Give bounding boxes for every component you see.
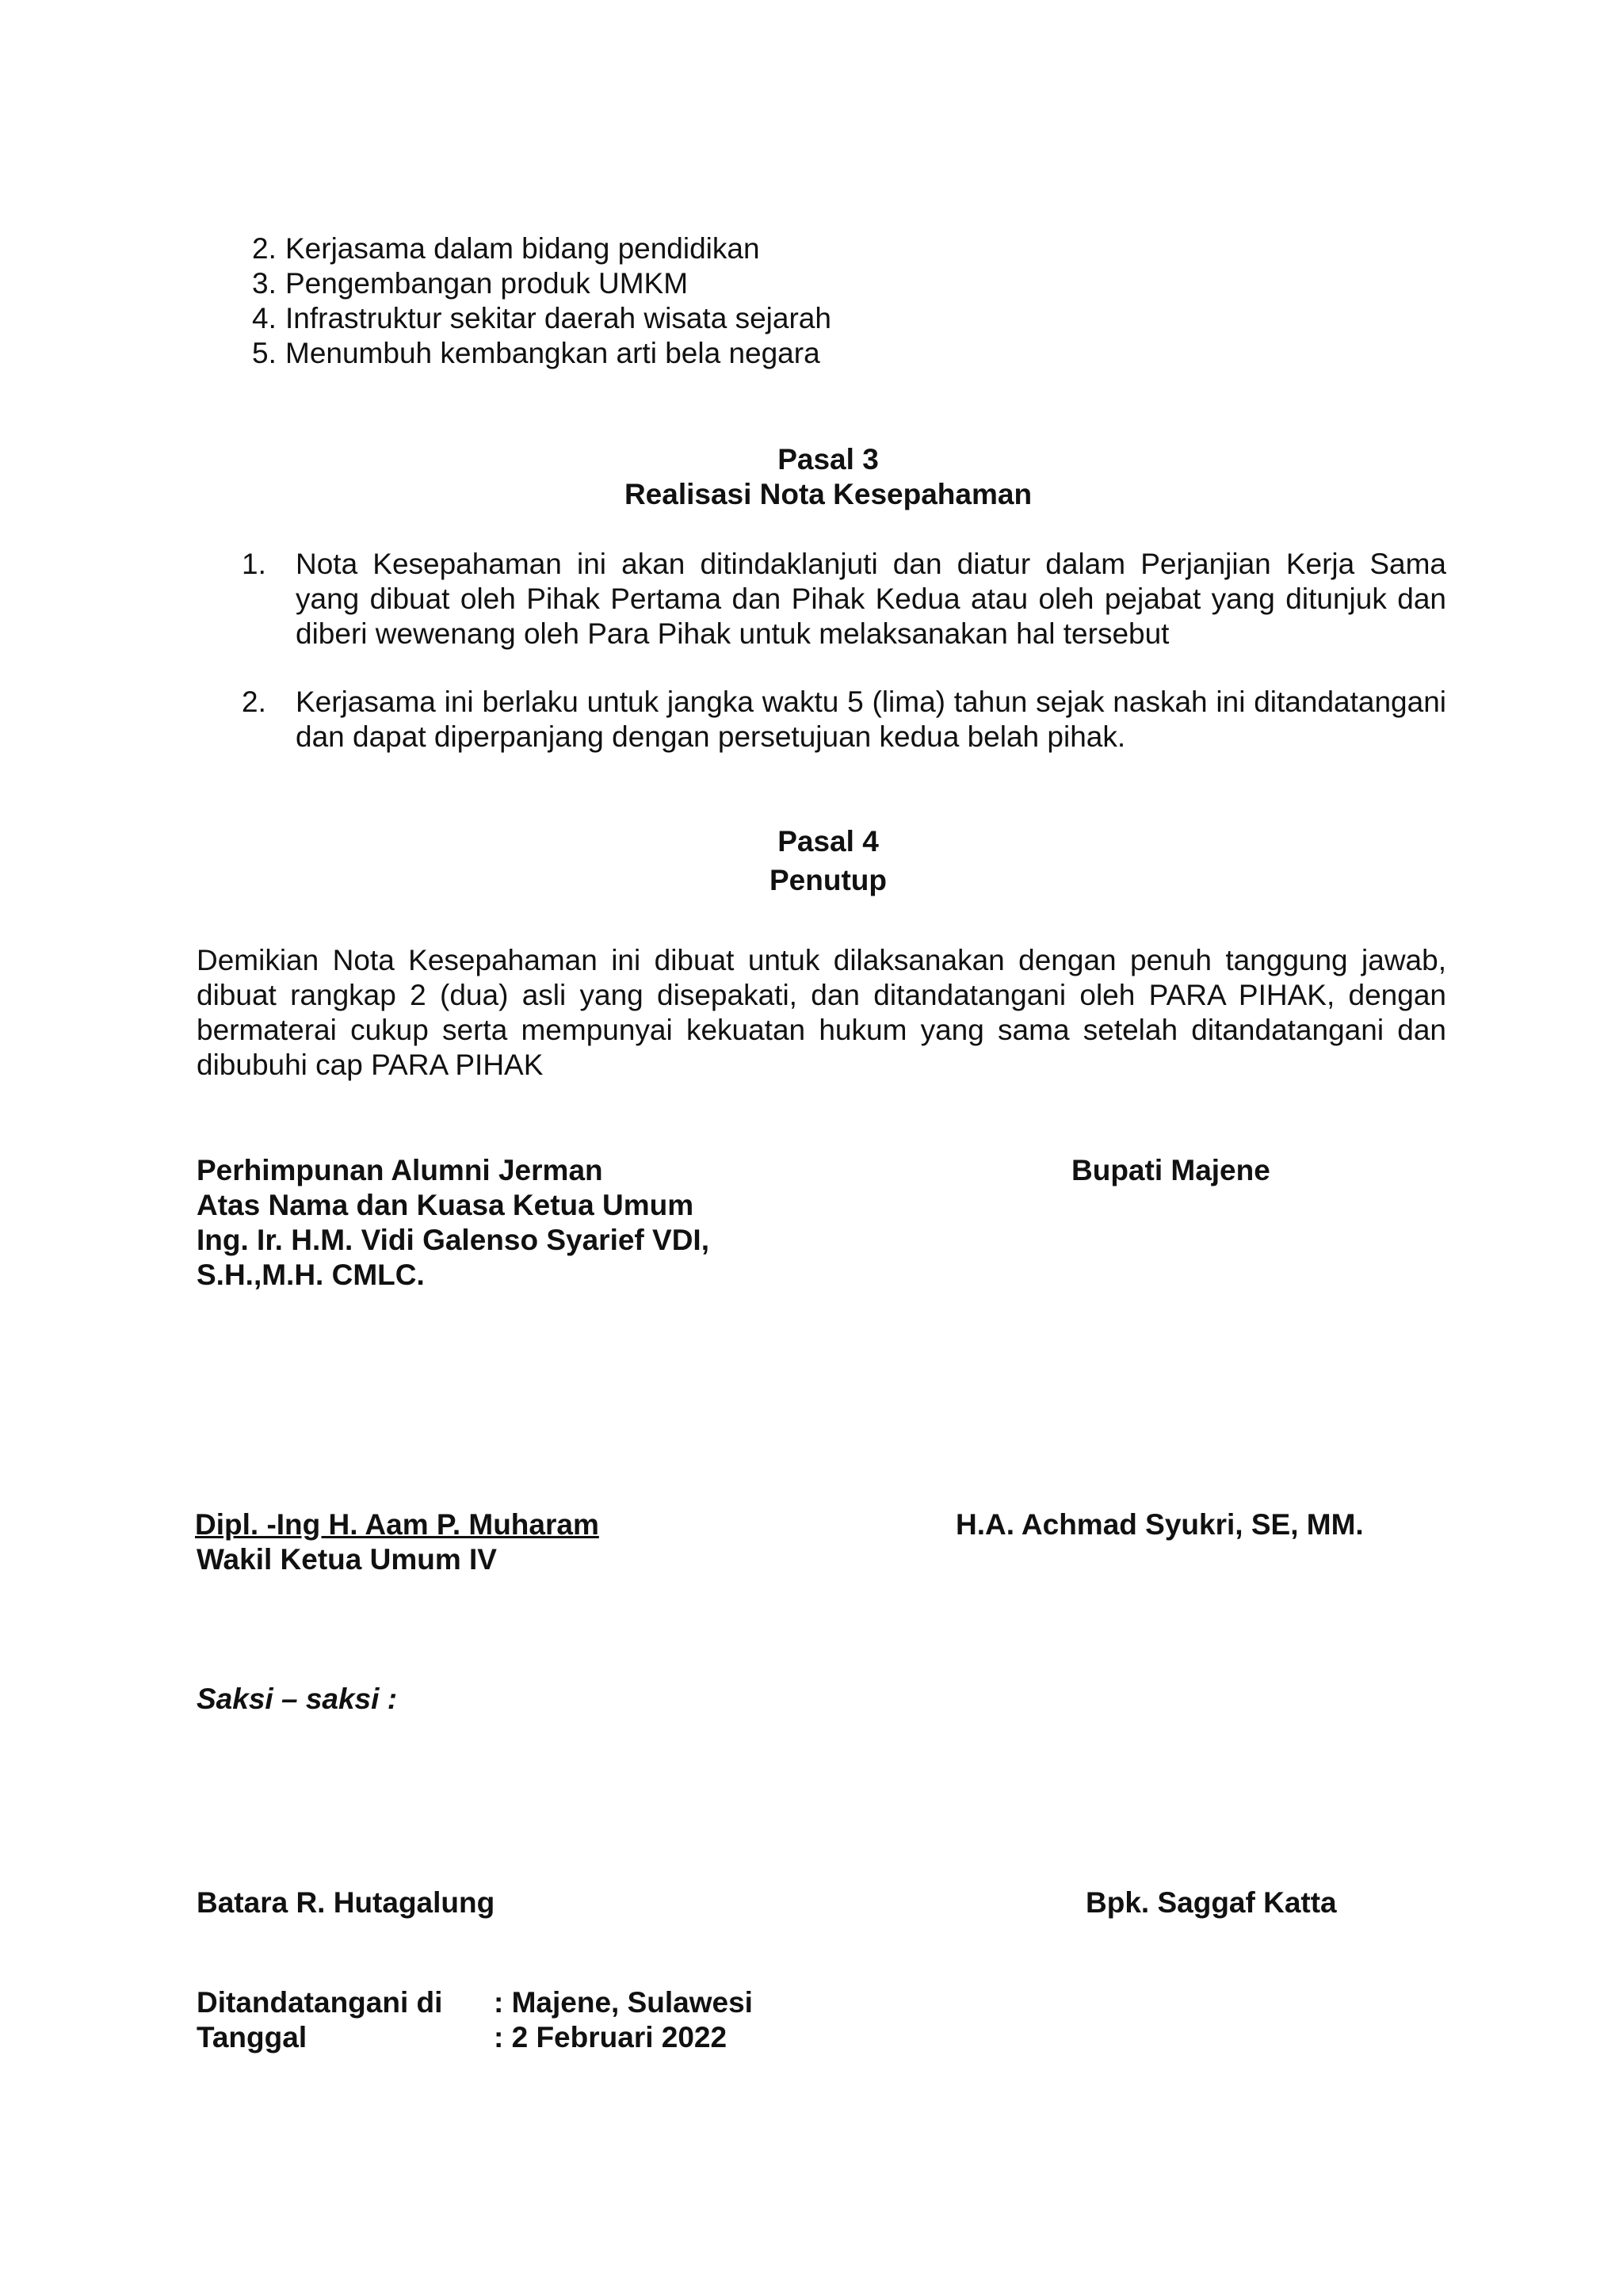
list-text: Kerjasama dalam bidang pendidikan (285, 232, 760, 265)
list-item (252, 266, 965, 301)
continued-list (252, 231, 965, 371)
left-org-line: S.H.,M.H. CMLC. (197, 1259, 425, 1291)
left-org-line: Atas Nama dan Kuasa Ketua Umum (197, 1189, 694, 1221)
right-signatory-name: H.A. Achmad Syukri, SE, MM. (956, 1508, 1364, 1541)
list-number: 4. (252, 302, 277, 334)
list-number: 5. (252, 337, 277, 369)
pasal-4-subtitle: Penutup (769, 864, 887, 896)
list-item (252, 231, 965, 266)
left-signatory-name: Dipl. -Ing H. Aam P. Muharam (195, 1508, 599, 1541)
closing-paragraph: Demikian Nota Kesepahaman ini dibuat untuk dilaksanakan dengan penuh tanggung jawab, dibuat rangkap 2 (dua) asli yang disepakati, dan ditandatangani oleh PARA PIHAK, dengan bermaterai cukup serta mempunyai kekuatan hukum yang sama setelah ditandatangani dan dibubuhi cap PARA PIHAK (197, 944, 1446, 1081)
place-value: : Majene, Sulawesi (494, 1986, 753, 2019)
list-number: 2. (252, 232, 277, 265)
date-value: : 2 Februari 2022 (494, 2021, 727, 2053)
place-label: Ditandatangani di (197, 1986, 443, 2019)
pasal-3-item (242, 685, 1446, 755)
left-org-line: Ing. Ir. H.M. Vidi Galenso Syarief VDI, (197, 1224, 709, 1256)
list-item (252, 301, 965, 336)
witnesses-label: Saksi – saksi : (197, 1683, 398, 1715)
right-org: Bupati Majene (1071, 1154, 1270, 1186)
item-number: 2. (242, 686, 266, 718)
date-label: Tanggal (197, 2021, 307, 2053)
list-text: Infrastruktur sekitar daerah wisata sejarah (285, 302, 831, 334)
pasal-3-subtitle: Realisasi Nota Kesepahaman (624, 478, 1033, 510)
witness-left-name: Batara R. Hutagalung (197, 1886, 495, 1919)
witness-right-name: Bpk. Saggaf Katta (1086, 1886, 1337, 1919)
left-signatory-title: Wakil Ketua Umum IV (197, 1543, 497, 1576)
item-text: Nota Kesepahaman ini akan ditindaklanjuti dan diatur dalam Perjanjian Kerja Sama yang dibuat oleh Pihak Pertama dan Pihak Kedua atau oleh pejabat yang ditunjuk dan diberi wewenang oleh Para Pihak untuk melaksanakan hal tersebut (296, 548, 1446, 650)
pasal-4-title: Pasal 4 (777, 825, 879, 858)
list-text: Pengembangan produk UMKM (285, 267, 689, 300)
list-text: Menumbuh kembangkan arti bela negara (285, 337, 820, 369)
list-item (252, 336, 965, 371)
item-number: 1. (242, 548, 266, 580)
list-number: 3. (252, 267, 277, 300)
pasal-3-item (242, 547, 1446, 651)
pasal-3-title: Pasal 3 (777, 443, 879, 476)
left-org-line: Perhimpunan Alumni Jerman (197, 1154, 603, 1186)
item-text: Kerjasama ini berlaku untuk jangka waktu 5 (lima) tahun sejak naskah ini ditandatangani dan dapat diperpanjang dengan persetujuan kedua belah pihak. (296, 686, 1446, 753)
